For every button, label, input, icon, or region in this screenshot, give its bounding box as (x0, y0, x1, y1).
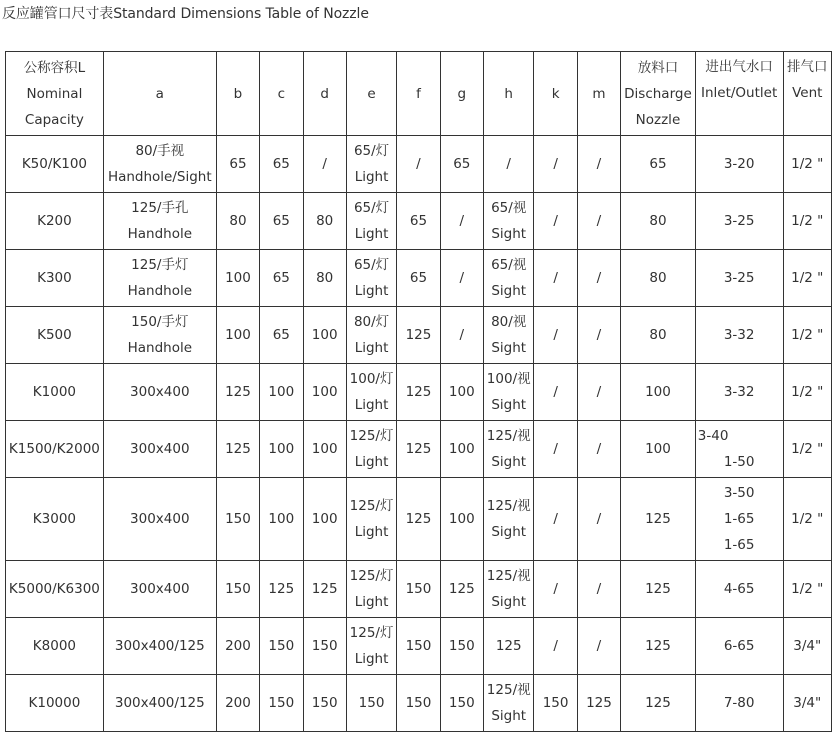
cell-line: 125/视 (486, 568, 531, 584)
cell-e (346, 421, 396, 478)
cell-c: 100 (260, 478, 303, 561)
cell-inlet (695, 136, 783, 193)
cell-h (484, 193, 534, 250)
cell-line: 150 (358, 695, 385, 711)
cell-m: / (577, 307, 620, 364)
cell-h (484, 675, 534, 732)
table-row (6, 421, 832, 478)
header-d: d (303, 52, 346, 136)
cell-line: Light (354, 651, 389, 667)
cell-line: Handhole/Sight (107, 169, 212, 185)
cell-m: / (577, 561, 620, 618)
cell-e (346, 478, 396, 561)
cell-line: / (506, 156, 511, 172)
cell-d: / (303, 136, 346, 193)
cell-line: Sight (491, 340, 527, 356)
cell-c: 65 (260, 136, 303, 193)
cell-e (346, 250, 396, 307)
cell-line: 125/灯 (349, 625, 394, 641)
cell-discharge: 80 (621, 307, 696, 364)
cell-f: 125 (397, 307, 440, 364)
cell-cap: K200 (6, 193, 104, 250)
cell-line: Light (354, 397, 389, 413)
cell-d: 100 (303, 364, 346, 421)
cell-f: 125 (397, 478, 440, 561)
cell-line: 125/灯 (349, 428, 394, 444)
table-row (6, 307, 832, 364)
cell-line: 1-65 (723, 511, 755, 527)
cell-a (103, 675, 216, 732)
cell-cap: K500 (6, 307, 104, 364)
cell-vent: 1/2 " (783, 307, 832, 364)
cell-a (103, 478, 216, 561)
cell-m: / (577, 136, 620, 193)
cell-d: 100 (303, 421, 346, 478)
cell-k: / (534, 136, 577, 193)
cell-a (103, 364, 216, 421)
header-nominal-capacity: 公称容积L Nominal Capacity (6, 52, 104, 136)
header-row (6, 52, 832, 136)
cell-line: Handhole (127, 283, 193, 299)
header-f: f (397, 52, 440, 136)
cell-c: 100 (260, 364, 303, 421)
cell-k: / (534, 250, 577, 307)
cell-discharge: 100 (621, 364, 696, 421)
cell-g: / (440, 307, 483, 364)
cell-discharge: 125 (621, 561, 696, 618)
cell-line: 100/视 (486, 371, 531, 387)
cell-line: 3-25 (723, 270, 755, 286)
cell-h (484, 250, 534, 307)
cell-cap: K3000 (6, 478, 104, 561)
table-row (6, 618, 832, 675)
cell-k: / (534, 561, 577, 618)
cell-e (346, 618, 396, 675)
cell-cap: K8000 (6, 618, 104, 675)
table-row (6, 136, 832, 193)
cell-line: 7-80 (723, 695, 755, 711)
cell-discharge: 80 (621, 193, 696, 250)
cell-vent: 3/4" (783, 675, 832, 732)
cell-line: Light (354, 226, 389, 242)
cell-a (103, 136, 216, 193)
cell-discharge: 125 (621, 675, 696, 732)
cell-k: / (534, 421, 577, 478)
cell-d: 150 (303, 675, 346, 732)
cell-cap: K5000/K6300 (6, 561, 104, 618)
cell-line: 100/灯 (349, 371, 394, 387)
cell-line: 3-50 (723, 485, 755, 501)
cell-m: / (577, 618, 620, 675)
cell-h (484, 421, 534, 478)
cell-h (484, 364, 534, 421)
header-a: a (103, 52, 216, 136)
cell-line: 300x400/125 (114, 695, 205, 711)
cell-m: / (577, 421, 620, 478)
cell-k: / (534, 618, 577, 675)
cell-line: Light (354, 283, 389, 299)
cell-line: 3-32 (723, 384, 755, 400)
cell-vent: 3/4" (783, 618, 832, 675)
cell-c: 125 (260, 561, 303, 618)
table-row (6, 364, 832, 421)
table-row (6, 478, 832, 561)
header-h: h (484, 52, 534, 136)
cell-m: / (577, 364, 620, 421)
cell-b: 200 (216, 675, 259, 732)
cell-line: Handhole (127, 226, 193, 242)
cell-inlet (695, 675, 783, 732)
cell-line: 80/手视 (135, 143, 185, 159)
cell-line: Sight (491, 397, 527, 413)
cell-line: 125/视 (486, 498, 531, 514)
header-vent: 排气口 Vent (783, 52, 832, 136)
cell-c: 100 (260, 421, 303, 478)
cell-line: 3-20 (723, 156, 755, 172)
cell-f: / (397, 136, 440, 193)
cell-f: 150 (397, 675, 440, 732)
cell-inlet (695, 421, 783, 478)
cell-b: 80 (216, 193, 259, 250)
cell-cap: K1000 (6, 364, 104, 421)
cell-inlet (695, 193, 783, 250)
cell-line: 125 (495, 638, 522, 654)
cell-k: / (534, 364, 577, 421)
cell-cap: K300 (6, 250, 104, 307)
cell-discharge: 125 (621, 478, 696, 561)
cell-discharge: 65 (621, 136, 696, 193)
cell-f: 125 (397, 421, 440, 478)
cell-f: 65 (397, 250, 440, 307)
cell-k: / (534, 307, 577, 364)
cell-b: 125 (216, 364, 259, 421)
cell-m: 125 (577, 675, 620, 732)
cell-e (346, 193, 396, 250)
cell-c: 65 (260, 250, 303, 307)
cell-line: 300x400 (130, 441, 190, 457)
cell-b: 200 (216, 618, 259, 675)
cell-g: 100 (440, 421, 483, 478)
cell-m: / (577, 478, 620, 561)
cell-a (103, 421, 216, 478)
cell-line: 65/灯 (353, 200, 390, 216)
cell-c: 65 (260, 307, 303, 364)
cell-discharge: 100 (621, 421, 696, 478)
cell-line: Light (354, 340, 389, 356)
cell-b: 125 (216, 421, 259, 478)
cell-line: 300x400/125 (114, 638, 205, 654)
cell-h (484, 561, 534, 618)
cell-c: 150 (260, 675, 303, 732)
cell-line: 65/视 (491, 200, 527, 216)
cell-b: 100 (216, 307, 259, 364)
page-title: 反应罐管口尺寸表Standard Dimensions Table of Nozzle (2, 6, 369, 22)
cell-line: Light (354, 594, 389, 610)
cell-f: 125 (397, 364, 440, 421)
header-c: c (260, 52, 303, 136)
cell-d: 100 (303, 307, 346, 364)
cell-line: 125/灯 (349, 498, 394, 514)
cell-line: 300x400 (130, 511, 190, 527)
cell-line: 6-65 (723, 638, 755, 654)
header-discharge-nozzle: 放料口 Discharge Nozzle (621, 52, 696, 136)
cell-inlet (695, 618, 783, 675)
table-row (6, 561, 832, 618)
cell-d: 100 (303, 478, 346, 561)
table-row (6, 675, 832, 732)
cell-inlet (695, 478, 783, 561)
cell-a (103, 618, 216, 675)
cell-d: 80 (303, 250, 346, 307)
cell-a (103, 193, 216, 250)
table-row (6, 193, 832, 250)
cell-g: / (440, 250, 483, 307)
cell-k: / (534, 478, 577, 561)
cell-g: / (440, 193, 483, 250)
cell-inlet (695, 561, 783, 618)
cell-h (484, 478, 534, 561)
cell-cap: K10000 (6, 675, 104, 732)
cell-cap: K1500/K2000 (6, 421, 104, 478)
cell-inlet (695, 250, 783, 307)
cell-line: 1-50 (723, 454, 755, 470)
cell-h (484, 136, 534, 193)
cell-line: Light (354, 454, 389, 470)
cell-line: 125/视 (486, 428, 531, 444)
cell-line: Light (354, 169, 389, 185)
cell-cap: K50/K100 (6, 136, 104, 193)
cell-f: 65 (397, 193, 440, 250)
cell-e (346, 307, 396, 364)
cell-g: 100 (440, 478, 483, 561)
header-m: m (577, 52, 620, 136)
table-row (6, 250, 832, 307)
cell-k: 150 (534, 675, 577, 732)
header-k: k (534, 52, 577, 136)
cell-b: 65 (216, 136, 259, 193)
cell-b: 100 (216, 250, 259, 307)
cell-line: Sight (491, 226, 527, 242)
cell-inlet (695, 364, 783, 421)
cell-line: 1-65 (723, 537, 755, 553)
cell-e (346, 136, 396, 193)
cell-b: 150 (216, 561, 259, 618)
cell-vent: 1/2 " (783, 561, 832, 618)
cell-h (484, 618, 534, 675)
cell-g: 100 (440, 364, 483, 421)
cell-line: Sight (491, 524, 527, 540)
cell-line: 125/灯 (349, 568, 394, 584)
cell-e (346, 675, 396, 732)
cell-line: 125/视 (486, 682, 531, 698)
cell-vent: 1/2 " (783, 364, 832, 421)
cell-line: 3-40 (697, 428, 729, 444)
cell-line: 300x400 (130, 384, 190, 400)
cell-discharge: 80 (621, 250, 696, 307)
cell-a (103, 307, 216, 364)
cell-line: 3-25 (723, 213, 755, 229)
cell-a (103, 250, 216, 307)
header-b: b (216, 52, 259, 136)
cell-line: 125/手灯 (131, 257, 189, 273)
cell-b: 150 (216, 478, 259, 561)
cell-line: Handhole (127, 340, 193, 356)
cell-vent: 1/2 " (783, 136, 832, 193)
cell-d: 80 (303, 193, 346, 250)
header-inlet-outlet: 进出气水口 Inlet/Outlet (695, 52, 783, 136)
cell-h (484, 307, 534, 364)
cell-line: 65/灯 (353, 257, 390, 273)
header-g: g (440, 52, 483, 136)
cell-k: / (534, 193, 577, 250)
cell-m: / (577, 250, 620, 307)
cell-line: 80/视 (491, 314, 527, 330)
cell-g: 65 (440, 136, 483, 193)
header-e: e (346, 52, 396, 136)
cell-g: 150 (440, 675, 483, 732)
cell-c: 65 (260, 193, 303, 250)
cell-a (103, 561, 216, 618)
cell-line: Sight (491, 594, 527, 610)
cell-e (346, 561, 396, 618)
cell-d: 125 (303, 561, 346, 618)
cell-line: 4-65 (723, 581, 755, 597)
cell-f: 150 (397, 618, 440, 675)
cell-m: / (577, 193, 620, 250)
cell-line: Sight (491, 708, 527, 724)
cell-line: Light (354, 524, 389, 540)
cell-vent: 1/2 " (783, 421, 832, 478)
cell-vent: 1/2 " (783, 250, 832, 307)
cell-line: Sight (491, 454, 527, 470)
cell-line: 65/灯 (353, 143, 390, 159)
cell-vent: 1/2 " (783, 478, 832, 561)
cell-vent: 1/2 " (783, 193, 832, 250)
cell-line: 3-32 (723, 327, 755, 343)
cell-f: 150 (397, 561, 440, 618)
cell-g: 125 (440, 561, 483, 618)
cell-line: 150/手灯 (131, 314, 189, 330)
cell-inlet (695, 307, 783, 364)
cell-g: 150 (440, 618, 483, 675)
cell-line: 80/灯 (353, 314, 390, 330)
nozzle-dimensions-table (5, 51, 832, 732)
cell-line: Sight (491, 283, 527, 299)
cell-d: 150 (303, 618, 346, 675)
cell-line: 300x400 (130, 581, 190, 597)
cell-discharge: 125 (621, 618, 696, 675)
cell-c: 150 (260, 618, 303, 675)
cell-e (346, 364, 396, 421)
cell-line: 65/视 (491, 257, 527, 273)
cell-line: 125/手孔 (131, 200, 189, 216)
